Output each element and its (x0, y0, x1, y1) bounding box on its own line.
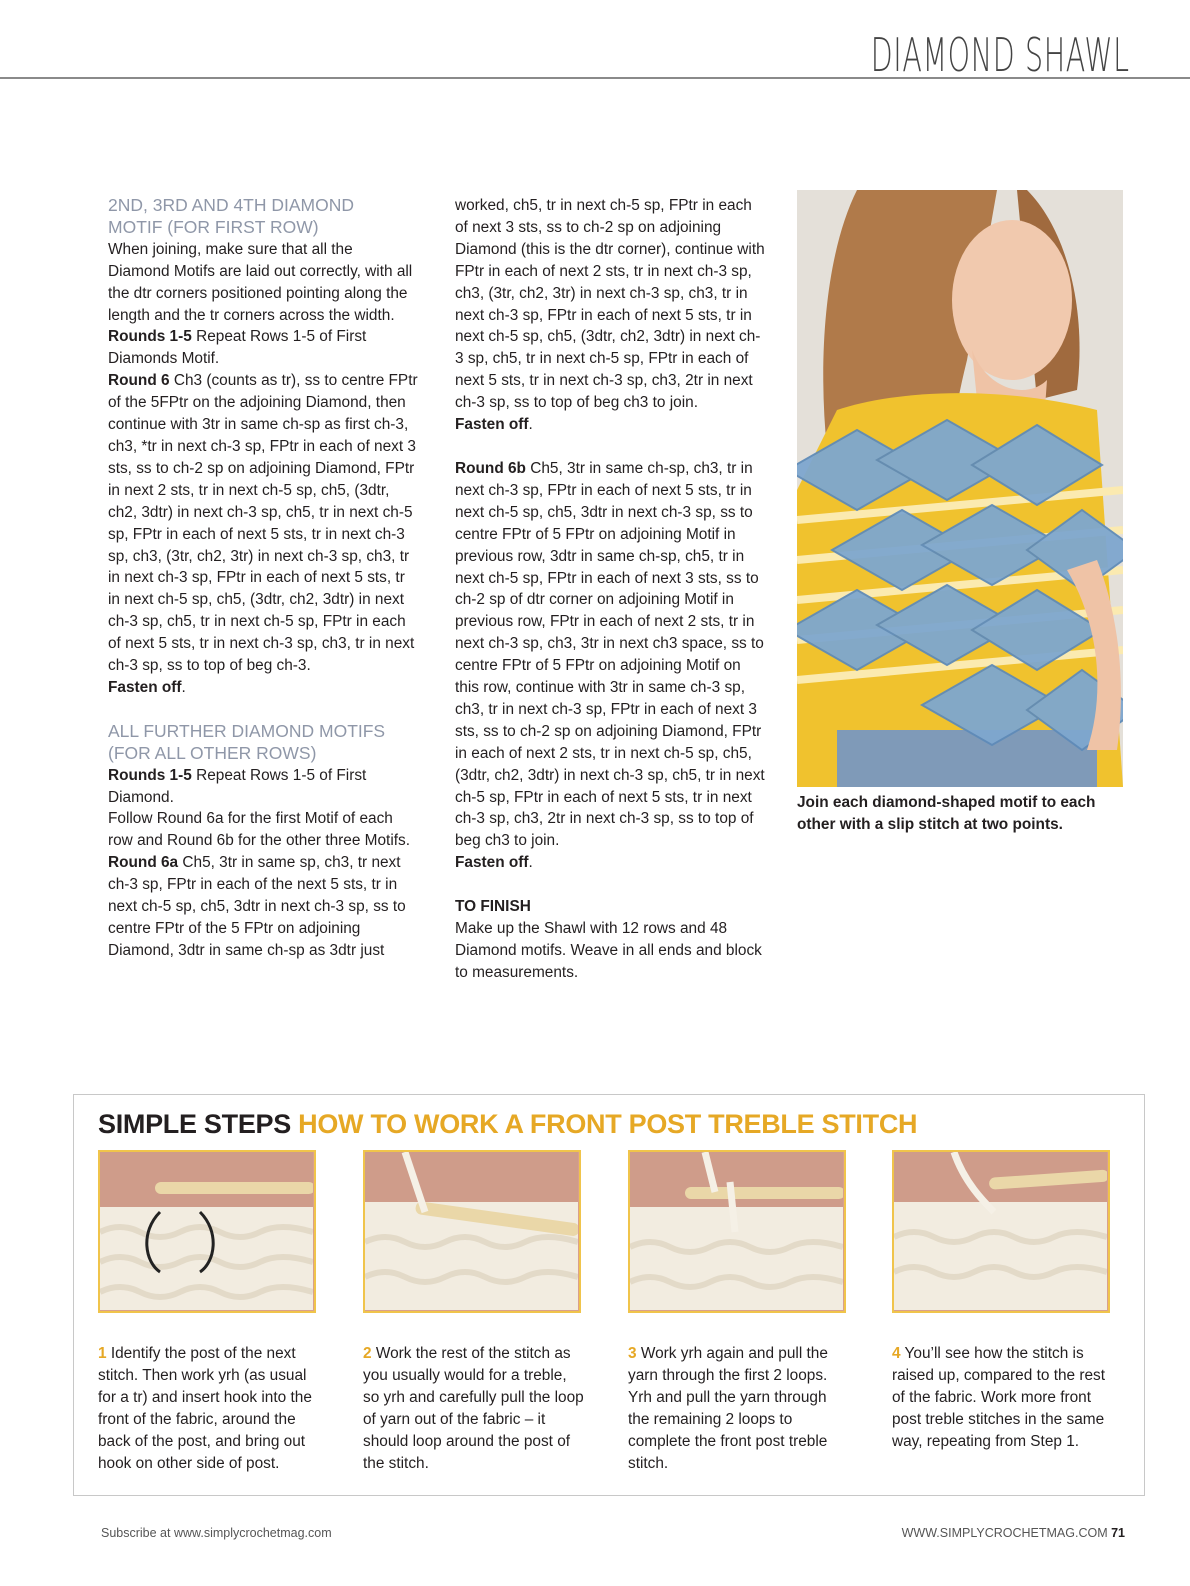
round-6a-text: Ch5, 3tr in same sp, ch3, tr next ch-3 sp, FPtr in each of the next 5 sts, tr in next ch-5 sp, ch5, 3dtr in next ch-3 sp, ss to centre FPtr of the 5 FPtr on adjoining Diamond, 3dtr in same ch-sp as 3dtr just (108, 854, 406, 959)
step-2-text (363, 1343, 585, 1474)
simple-steps-box (73, 1094, 1145, 1496)
follow-paragraph: Follow Round 6a for the first Motif of each row and Round 6b for the other three Motifs. (108, 810, 410, 850)
fasten-off: Fasten off. (455, 854, 533, 872)
text-column-2 (455, 195, 765, 984)
step-1-text (98, 1343, 320, 1474)
fasten-off-label: Fasten off (108, 678, 182, 696)
page-number: 71 (1111, 1526, 1125, 1540)
rounds-1-5-paragraph (108, 326, 418, 370)
step-2-photo (363, 1150, 581, 1313)
subheading-line: 2ND, 3RD AND 4TH DIAMOND (108, 195, 355, 215)
joining-paragraph: When joining, make sure that all the Diamond Motifs are laid out correctly, with all the dtr corners positioned pointing along the length and the tr corners across the width. (108, 240, 413, 324)
step-number: 2 (363, 1345, 372, 1362)
step-description: Work the rest of the stitch as you usually would for a treble, so yrh and carefully pull the loop of yarn out of the fabric – it should loop around the post of the stitch. (363, 1345, 584, 1472)
step-description: You’ll see how the stitch is raised up, compared to the rest of the fabric. Work more front post treble stitches in the same way, repeating from Step 1. (892, 1345, 1106, 1450)
fasten-off: Fasten off. (108, 678, 186, 696)
rounds-1-5-text: Repeat Rows 1-5 of First Diamonds Motif. (108, 328, 367, 368)
step-3-text (628, 1343, 850, 1474)
step-number: 3 (628, 1345, 637, 1362)
fasten-off-label: Fasten off (455, 416, 529, 434)
round-6-label: Round 6 (108, 372, 170, 390)
step-4-text (892, 1343, 1114, 1453)
round-6b-label: Round 6b (455, 459, 526, 477)
model-shawl-photo (797, 190, 1123, 787)
step-1-photo (98, 1150, 316, 1313)
rounds-1-5b-text: Repeat Rows 1-5 of First Diamond. (108, 766, 367, 806)
page-title: DIAMOND SHAWL (871, 28, 1130, 82)
crochet-hook-step-1-image (100, 1152, 313, 1310)
step-3-photo (628, 1150, 846, 1313)
round-6-text: Ch3 (counts as tr), ss to centre FPtr of the 5FPtr on the adjoining Diamond, then continue with 3tr in same ch-sp as first ch-3, ch3, *tr in next ch-3 sp, FPtr in each of next 3 sts, ss to ch-2 sp on adjoining Diamond, FPtr in next 2 sts, tr in next ch-5 sp, ch5, (3dtr, ch2, 3dtr) in next ch-3 sp, ch5, tr in next ch-5 sp, FPtr in each of next 5 sts, tr in next ch-3 sp, ch3, (3tr, ch2, 3tr) in next ch-3 sp, ch3, tr in next ch-3 sp, FPtr in each of next 5 sts, tr in next ch-5 sp, ch5, (3dtr, ch2, 3dtr) in next ch-3 sp, ch5, tr in next ch-5 sp, FPtr in each of next 5 sts, tr in next ch-3 sp, ch3, tr in next ch-3 sp, ss to top of beg ch-3. (108, 372, 418, 675)
to-finish-heading: TO FINISH (455, 898, 531, 916)
subheading-line: ALL FURTHER DIAMOND MOTIFS (108, 720, 386, 741)
footer-url: WWW.SIMPLYCROCHETMAG.COM (901, 1526, 1112, 1540)
footer-subscribe: Subscribe at www.simplycrochetmag.com (101, 1526, 332, 1540)
subheading-further-motifs (108, 721, 418, 765)
fasten-off-label: Fasten off (455, 854, 529, 872)
text-column-1 (108, 195, 418, 962)
step-number: 1 (98, 1345, 107, 1362)
to-finish-text: Make up the Shawl with 12 rows and 48 Diamond motifs. Weave in all ends and block to measurements. (455, 920, 762, 981)
round-6a-paragraph (108, 852, 418, 962)
shawl-illustration (797, 190, 1123, 787)
step-description: Work yrh again and pull the yarn through the first 2 loops. Yrh and pull the yarn through the remaining 2 loops to complete the front post treble stitch. (628, 1345, 828, 1472)
steps-heading-yellow: HOW TO WORK A FRONT POST TREBLE STITCH (298, 1109, 918, 1139)
photo-caption: Join each diamond-shaped motif to each other with a slip stitch at two points. (797, 794, 1096, 833)
round-6b-paragraph (455, 458, 765, 852)
rounds-1-5-label: Rounds 1-5 (108, 328, 192, 346)
round-6a-label: Round 6a (108, 854, 179, 872)
rounds-1-5b-label: Rounds 1-5 (108, 766, 192, 784)
subheading-line: (FOR ALL OTHER ROWS) (108, 742, 317, 763)
rounds-1-5b-paragraph (108, 765, 418, 809)
crochet-hook-step-4-image (894, 1152, 1107, 1310)
footer-website (902, 1526, 1125, 1540)
crochet-hook-step-2-image (365, 1152, 578, 1310)
round-6a-continued: worked, ch5, tr in next ch-5 sp, FPtr in each of next 3 sts, ss to ch-2 sp on adjoining Diamond (this is the dtr corner), continue with FPtr in each of next 2 sts, tr in next ch-3 sp, ch3, (3tr, ch2, 3tr) in next ch-3 sp, ch3, tr in next ch-3 sp, FPtr in each of next 5 sts, tr in next ch-5 sp, ch5, (3dtr, ch2, 3dtr) in next ch-3 sp, ch5, tr in next ch-5 sp, FPtr in each of next 5 sts, tr in next ch-3 sp, ch3, 2tr in next ch-3 sp, ss to top of beg ch3 to join. (455, 197, 765, 412)
step-4-photo (892, 1150, 1110, 1313)
crochet-hook-step-3-image (630, 1152, 843, 1310)
simple-steps-heading (98, 1109, 917, 1140)
fasten-off: Fasten off. (455, 416, 533, 434)
round-6b-text: Ch5, 3tr in same ch-sp, ch3, tr in next ch-3 sp, FPtr in each of next 5 sts, tr in next ch-5 sp, ch5, 3dtr in next ch-3 sp, ss to centre FPtr of 5 FPtr on adjoining Motif in previous row, 3dtr in same ch-sp, ch5, tr in next ch-5 sp, FPtr in each of next 3 sts, ss to ch-2 sp of dtr corner on adjoining Motif in previous row, FPtr in each of next 2 sts, tr in next ch-3 sp, ch3, 3tr in next ch3 space, ss to centre FPtr of 5 FPtr on adjoining Motif on this row, continue with 3tr in same ch-3 sp, ch3, tr in next ch-3 sp, FPtr in each of next 3 sts, ss to ch-2 sp on adjoining Diamond, FPtr in each of next 2 sts, tr in next ch-5 sp, ch5, (3dtr, ch2, 3dtr) in next ch-3 sp, ch5, tr in next ch-5 sp, FPtr in each of next 5 sts, tr in next ch-3 sp, ch3, 2tr in next ch-3 sp, ss to top of beg ch3 to join. (455, 459, 765, 850)
round-6-paragraph (108, 370, 418, 677)
subheading-line: MOTIF (FOR FIRST ROW) (108, 216, 319, 237)
step-description: Identify the post of the next stitch. Then work yrh (as usual for a tr) and insert hook into the front of the fabric, around the back of the post, and bring out hook on other side of post. (98, 1345, 312, 1472)
subheading-2nd-3rd-4th-motif (108, 195, 418, 239)
steps-heading-black: SIMPLE STEPS (98, 1109, 299, 1139)
step-number: 4 (892, 1345, 901, 1362)
